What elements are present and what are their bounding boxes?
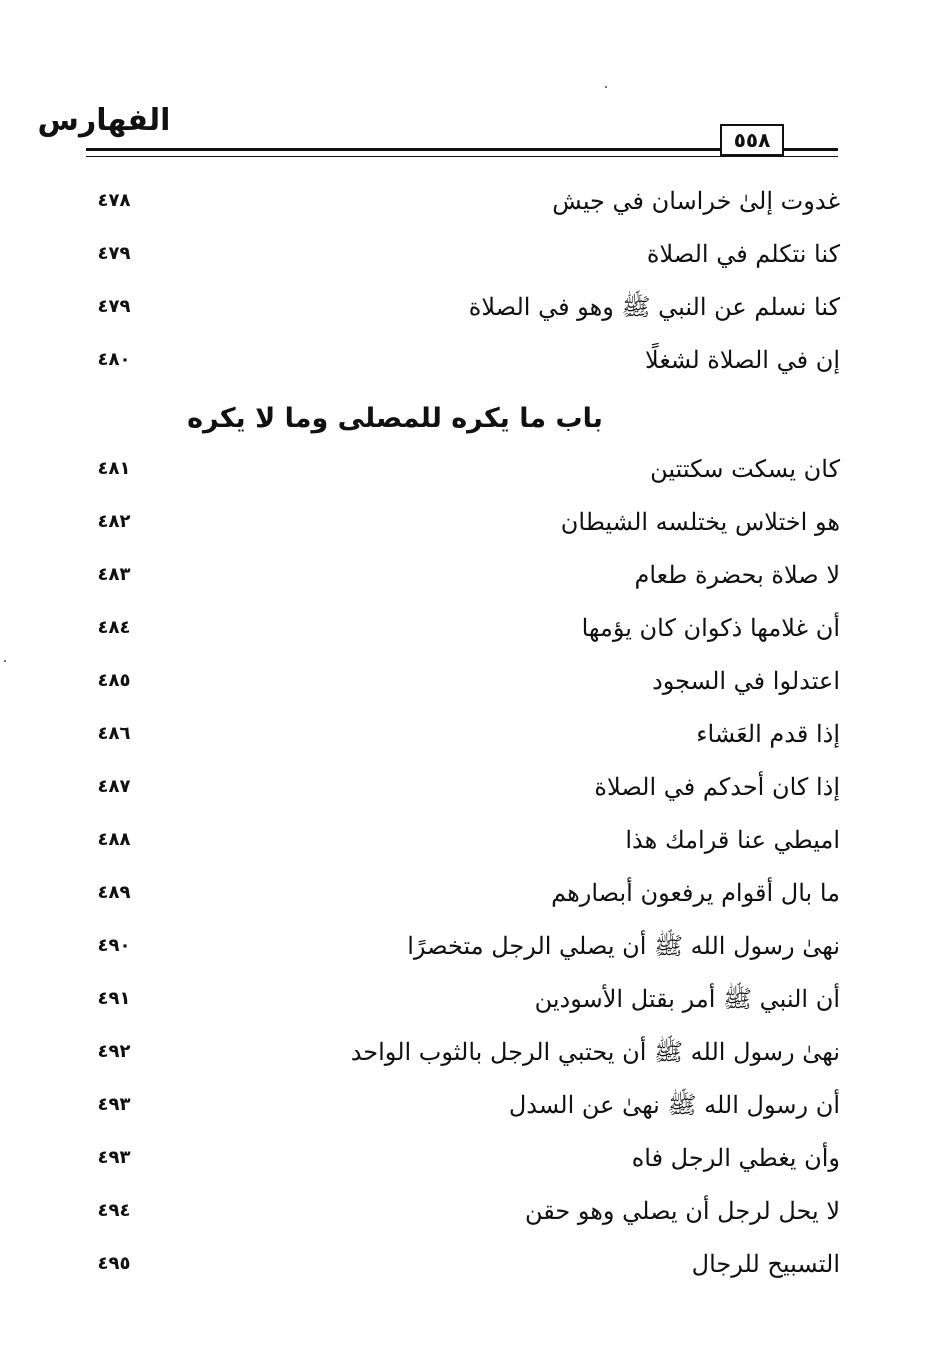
entry-text: لا صلاة بحضرة طعام <box>634 561 840 589</box>
index-entry <box>70 502 840 542</box>
index-entry <box>70 608 840 648</box>
index-entry <box>70 1138 840 1178</box>
entry-page-number: ٤٧٩ <box>97 243 131 264</box>
entry-page-number: ٤٨٨ <box>97 829 131 850</box>
index-entry <box>70 555 840 595</box>
entry-page-number: ٤٨٢ <box>97 511 131 532</box>
entry-text: نهىٰ رسول الله ﷺ أن يحتبي الرجل بالثوب الواحد <box>350 1038 840 1066</box>
entry-page-number: ٤٩٣ <box>97 1147 131 1168</box>
index-entry <box>70 1191 840 1231</box>
entry-page-number: ٤٩٣ <box>97 1094 131 1115</box>
index-entry <box>70 661 840 701</box>
entry-page-number: ٤٨١ <box>97 458 131 479</box>
entry-page-number: ٤٨٣ <box>97 564 131 585</box>
page-number: ٥٥٨ <box>720 124 784 156</box>
entry-text: إذا قدم العَشاء <box>696 720 840 748</box>
index-entry <box>70 449 840 489</box>
index-entry <box>70 1244 840 1284</box>
scan-speck <box>4 660 6 662</box>
entry-page-number: ٤٩٤ <box>97 1200 131 1221</box>
entry-page-number: ٤٨٤ <box>97 617 131 638</box>
entry-text: اعتدلوا في السجود <box>652 667 840 695</box>
entry-text: ما بال أقوام يرفعون أبصارهم <box>551 879 840 907</box>
index-entry <box>70 714 840 754</box>
index-entry <box>70 926 840 966</box>
entry-text: إذا كان أحدكم في الصلاة <box>594 773 840 801</box>
entry-page-number: ٤٩٢ <box>97 1041 131 1062</box>
section-heading: باب ما يكره للمصلى وما لا يكره <box>187 403 603 434</box>
index-entry <box>70 1032 840 1072</box>
index-entry <box>70 287 840 327</box>
entry-text: كان يسكت سكتتين <box>650 455 840 483</box>
entry-page-number: ٤٩١ <box>97 988 131 1009</box>
entry-page-number: ٤٨٩ <box>97 882 131 903</box>
entry-text: كنا نتكلم في الصلاة <box>646 240 840 268</box>
index-entry <box>70 234 840 274</box>
entry-page-number: ٤٩٠ <box>97 935 131 956</box>
scan-speck <box>605 86 607 88</box>
entry-text: اميطي عنا قرامك هذا <box>625 826 840 854</box>
index-entry <box>70 1085 840 1125</box>
entry-page-number: ٤٧٨ <box>97 190 131 211</box>
entry-text: أن النبي ﷺ أمر بقتل الأسودين <box>534 985 840 1013</box>
entry-text: أن رسول الله ﷺ نهىٰ عن السدل <box>508 1091 840 1119</box>
header-title: الفهارس <box>37 103 171 138</box>
index-entry <box>70 340 840 380</box>
index-entry <box>70 820 840 860</box>
entry-text: إن في الصلاة لشغلًا <box>645 346 840 374</box>
header-rule-thin <box>86 156 838 157</box>
index-entry <box>70 873 840 913</box>
entry-text: التسبيح للرجال <box>691 1250 840 1278</box>
entry-page-number: ٤٨٦ <box>97 723 131 744</box>
entry-page-number: ٤٩٥ <box>97 1253 131 1274</box>
entry-text: كنا نسلم عن النبي ﷺ وهو في الصلاة <box>468 293 840 321</box>
entry-page-number: ٤٧٩ <box>97 296 131 317</box>
entry-text: نهىٰ رسول الله ﷺ أن يصلي الرجل متخصرًا <box>407 932 840 960</box>
entry-text: هو اختلاس يختلسه الشيطان <box>560 508 840 536</box>
entry-page-number: ٤٨٠ <box>97 349 131 370</box>
entry-text: أن غلامها ذكوان كان يؤمها <box>581 614 840 642</box>
index-entry <box>70 979 840 1019</box>
entry-text: لا يحل لرجل أن يصلي وهو حقن <box>525 1197 840 1225</box>
index-entry <box>70 767 840 807</box>
entry-text: غدوت إلىٰ خراسان في جيش <box>552 187 840 215</box>
entry-page-number: ٤٨٥ <box>97 670 131 691</box>
index-entry <box>70 181 840 221</box>
entry-page-number: ٤٨٧ <box>97 776 131 797</box>
entry-text: وأن يغطي الرجل فاه <box>631 1144 840 1172</box>
